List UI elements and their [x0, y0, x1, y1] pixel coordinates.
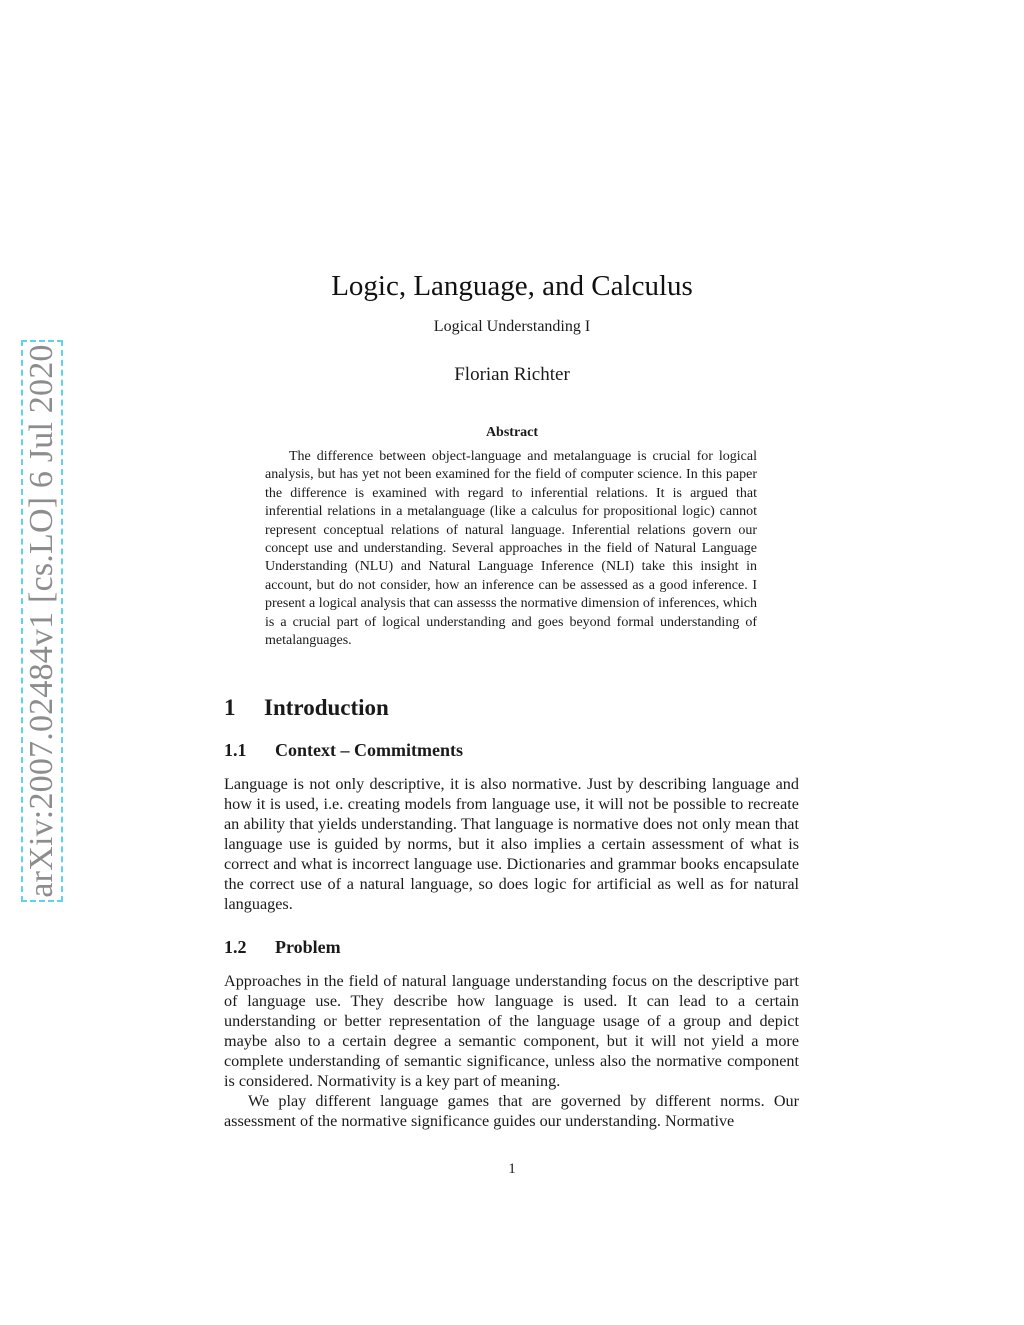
subsection-title: Context – Commitments [275, 740, 463, 760]
subsection-number: 1.2 [224, 937, 247, 957]
paper-subtitle: Logical Understanding I [433, 318, 591, 335]
paper-title: Logic, Language, and Calculus [331, 270, 693, 302]
abstract-text: The difference between object-language and metalanguage is crucial for logical analysis, but has yet not been examined for the field of computer science. In this paper the difference is examined with regard to inferential relations. It is argued that inferential relations in a metalanguage (like a calculus for propositional logic) cannot represent conceptual relations of natural language. Inferential relations govern our concept use and understanding. Several approaches in the field of Natural Language Understanding (NLU) and Natural Language Inference (NLI) take this insight in account, but do not consider, how an inference can be assessed as a good inference. I present a logical analysis that can assesss the normative dimension of inferences, which is a crucial part of logical understanding and goes beyond formal understanding of metalanguages. [265, 449, 757, 649]
section-title: Introduction [264, 695, 389, 720]
abstract-heading: Abstract [485, 425, 539, 440]
section-number: 1 [224, 695, 236, 720]
arxiv-identifier: arXiv:2007.02484v1 [cs.LO] 6 Jul 2020 [23, 344, 60, 898]
section-heading [224, 695, 389, 721]
page-number: 1 [508, 1161, 516, 1177]
paragraph: We play different language games that are governed by different norms. Our assessment of the normative significance guides our understanding. Normative [224, 1092, 799, 1130]
subsection-heading [224, 740, 463, 761]
paragraph: Approaches in the field of natural language understanding focus on the descriptive part of language use. They describe how language is used. It can lead to a certain understanding or better representation of the language usage of a group and depict maybe also to a certain degree a semantic component, but it will not yield a more complete understanding of semantic significance, unless also the normative component is considered. Normativity is a key part of meaning. [224, 972, 799, 1090]
subsection-title: Problem [275, 937, 341, 957]
subsection-heading [224, 937, 341, 958]
subsection-number: 1.1 [224, 740, 247, 760]
paragraph: Language is not only descriptive, it is also normative. Just by describing language and how it is used, i.e. creating models from language use, it will not be possible to recreate an ability that yields understanding. That language is normative does not only mean that language use is guided by norms, but it also implies a certain assessment of what is correct and what is incorrect language use. Dictionaries and grammar books encapsulate the correct use of a natural language, so does logic for artificial as well as for natural languages. [224, 775, 799, 913]
author-name: Florian Richter [454, 364, 570, 385]
